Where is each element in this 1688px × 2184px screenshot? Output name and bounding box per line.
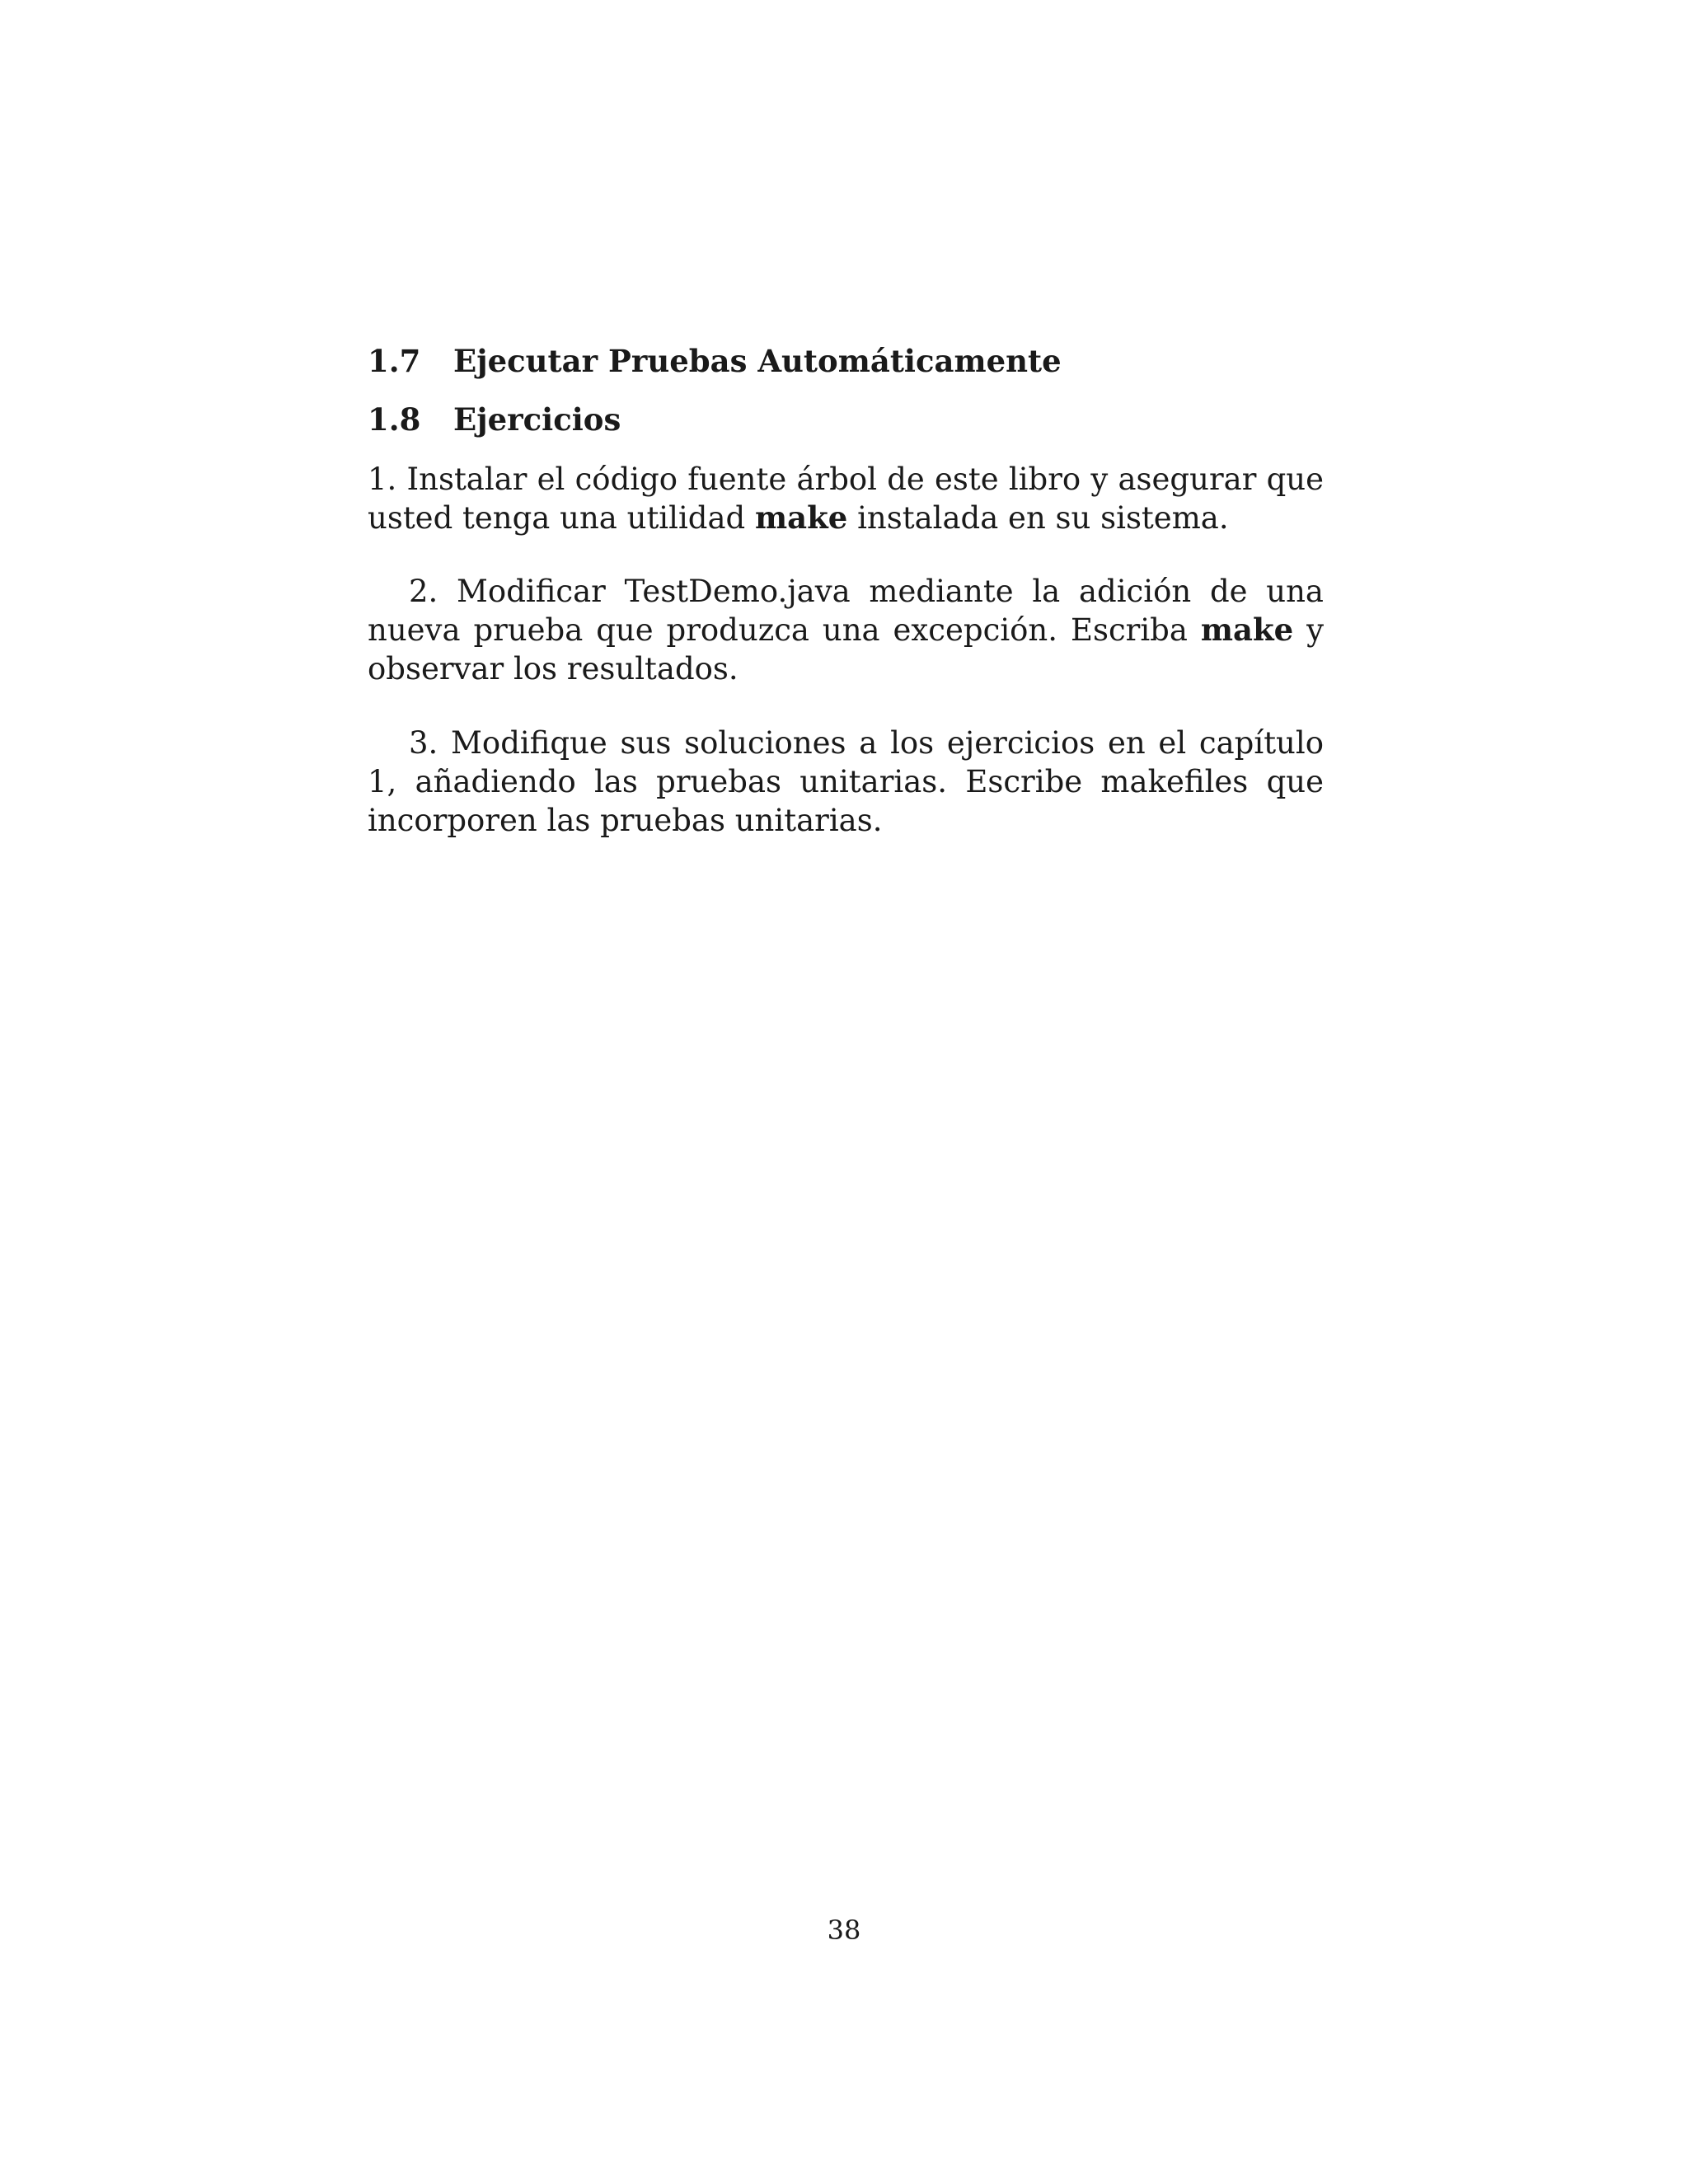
section-number: 1.8 [368,401,421,438]
page-number: 38 [827,1915,861,1946]
exercise-1: 1. Instalar el código fuente árbol de este libro y asegurar que usted tenga una utilidad make instalada en su sistema. [368,462,1324,536]
section-number: 1.7 [368,343,421,379]
exercise-3: 3. Modifique sus soluciones a los ejercicios en el capítulo 1, añadiendo las pruebas unitarias. Escribe makefiles que incorporen las pruebas unitarias. [368,725,1324,838]
section-title: Ejecutar Pruebas Automáticamente [453,343,1062,379]
command-make: make [1200,612,1294,648]
section-title: Ejercicios [453,401,621,438]
exercise-2: 2. Modificar TestDemo.java mediante la adición de una nueva prueba que produzca una excepción. Escriba make y observar los resultados. [368,574,1324,687]
section-heading-1-7 [368,343,1062,379]
section-heading-1-8 [368,401,621,438]
command-make: make [755,499,848,536]
